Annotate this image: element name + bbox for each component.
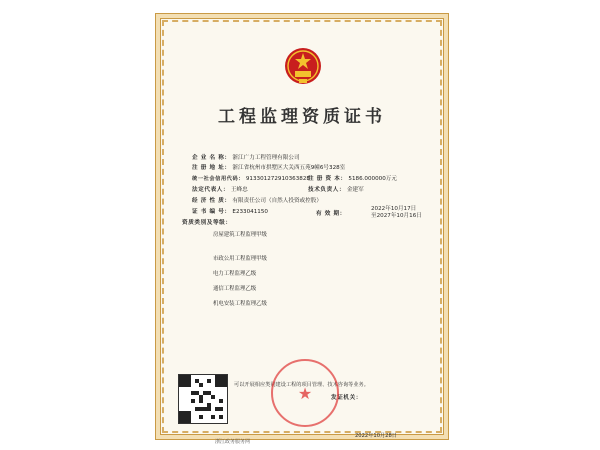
credit-code-row	[192, 176, 310, 183]
scope-item-1: 房屋建筑工程监理甲级	[213, 232, 267, 238]
address-row	[192, 165, 345, 172]
validity-from: 2022年10月17日	[371, 206, 417, 212]
qr-code-icon	[179, 375, 227, 423]
official-seal	[271, 359, 339, 427]
capital-row	[308, 176, 397, 183]
tech-lead-row	[308, 187, 364, 194]
credit-code: 91330127291036382B	[245, 176, 311, 182]
scope-label-row	[182, 220, 232, 227]
certificate	[155, 13, 449, 445]
company-name: 浙江广力工程管理有限公司	[232, 155, 300, 161]
tech-lead: 金建军	[346, 187, 364, 193]
scope-item-3: 电力工程监理乙级	[213, 271, 257, 277]
issuer-label: 发证机关：	[331, 395, 362, 401]
capital: 5186.000000万元	[348, 176, 397, 182]
tech-lead-label: 技术负责人：	[308, 187, 346, 193]
address-label: 注 册 地 址：	[192, 165, 231, 171]
company-name-label: 企 业 名 称：	[192, 155, 231, 161]
company-name-row	[192, 155, 300, 162]
capital-label: 注 册 资 本：	[308, 176, 347, 182]
footer-note: 浙江政务服务网	[215, 439, 251, 445]
credit-code-label: 统一社会信用代码：	[192, 176, 245, 182]
cert-no-row	[192, 209, 268, 216]
economic-type-label: 经 济 性 质：	[192, 198, 231, 204]
economic-type: 有限责任公司（自然人投资或控股）	[232, 198, 322, 204]
certificate-title: 工程监理资质证书	[218, 107, 386, 127]
cert-no-label: 证 书 编 号：	[192, 209, 231, 215]
national-emblem-icon	[283, 46, 323, 88]
scope-item-5: 机电安装工程监理乙级	[213, 301, 267, 307]
legal-rep-row	[192, 187, 248, 194]
validity-to: 至2027年10月16日	[371, 213, 422, 219]
economic-type-row	[192, 198, 322, 205]
scope-label: 资质类别及等级：	[182, 220, 232, 226]
address: 浙江省杭州市拱墅区大关西五苑9幢6号328室	[232, 165, 346, 171]
legal-rep: 王峰忠	[230, 187, 248, 193]
qr-code	[178, 374, 228, 424]
scope-item-4: 通信工程监理乙级	[213, 286, 257, 292]
issue-date: 2022年10月28日	[355, 433, 397, 439]
validity-row	[316, 211, 346, 218]
seal-star-icon: ★	[297, 383, 313, 403]
business-note: 可以开展相应类别建设工程的项目管理、技术咨询等业务。	[234, 382, 369, 388]
validity-label: 有 效 期：	[316, 211, 346, 217]
validity-dates	[371, 206, 422, 220]
cert-no: E233041150	[232, 209, 268, 215]
legal-rep-label: 法定代表人：	[192, 187, 230, 193]
scope-item-2: 市政公用工程监理甲级	[213, 256, 267, 262]
